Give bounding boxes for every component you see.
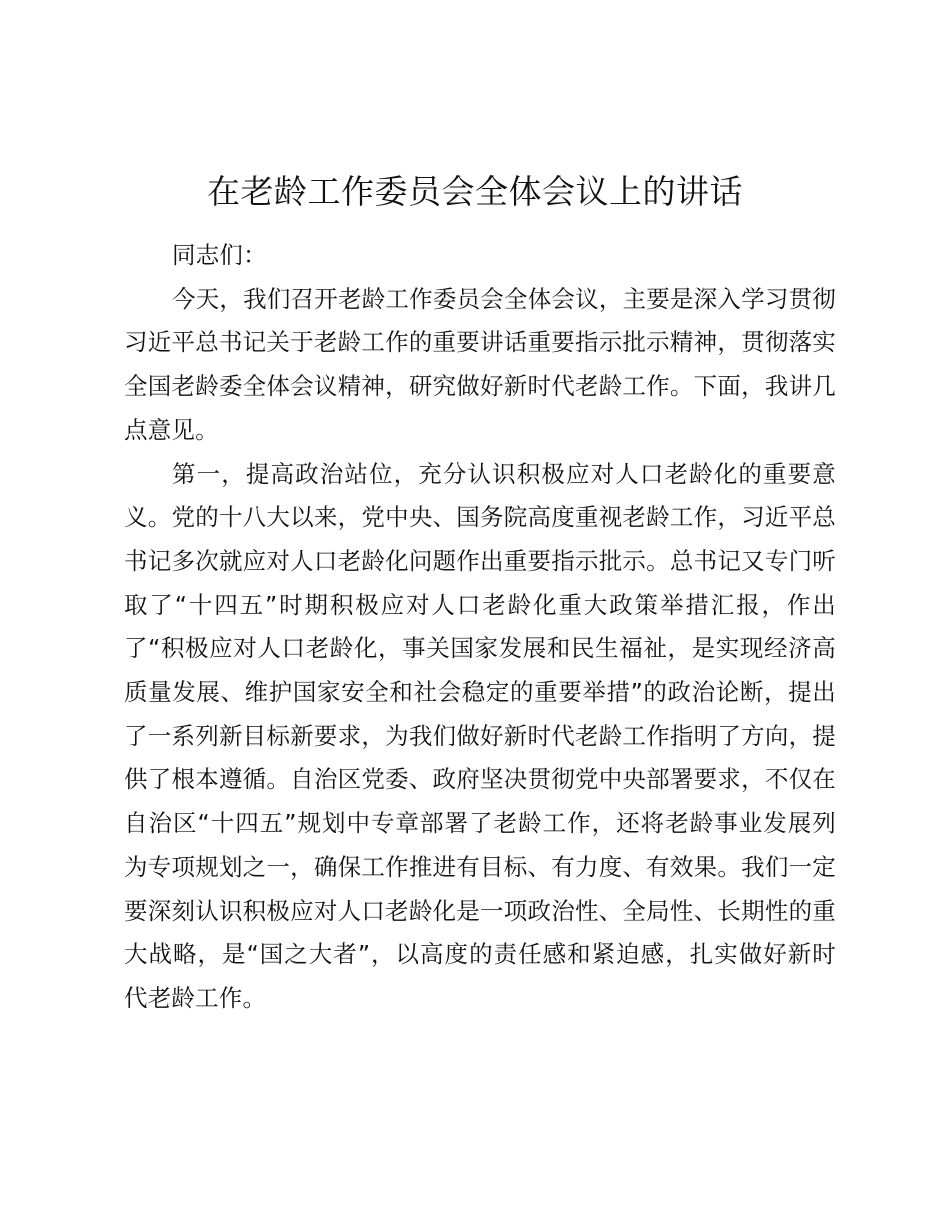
document-body [124,234,836,1021]
first-point-paragraph: 第一，提高政治站位，充分认识积极应对人口老龄化的重要意义。党的十八大以来，党中央、国务院高度重视老龄工作，习近平总书记多次就应对人口老龄化问题作出重要指示批示。总书记又专门听取了“十四五”时期积极应对人口老龄化重大政策举措汇报，作出了“积极应对人口老龄化，事关国家发展和民生福祉，是实现经济高质量发展、维护国家安全和社会稳定的重要举措”的政治论断，提出了一系列新目标新要求，为我们做好新时代老龄工作指明了方向，提供了根本遵循。自治区党委、政府坚决贯彻党中央部署要求，不仅在自治区“十四五”规划中专章部署了老龄工作，还将老龄事业发展列为专项规划之一，确保工作推进有目标、有力度、有效果。我们一定要深刻认识积极应对人口老龄化是一项政治性、全局性、长期性的重大战略，是“国之大者”，以高度的责任感和紧迫感，扎实做好新时代老龄工作。 [124,459,836,1012]
intro-paragraph: 今天，我们召开老龄工作委员会全体会议，主要是深入学习贯彻习近平总书记关于老龄工作的重要讲话重要指示批示精神，贯彻落实全国老龄委全体会议精神，研究做好新时代老龄工作。下面，我讲几点意见。 [124,284,836,444]
document-title: 在老龄工作委员会全体会议上的讲话 [207,172,743,211]
salutation-paragraph: 同志们： [172,241,267,269]
